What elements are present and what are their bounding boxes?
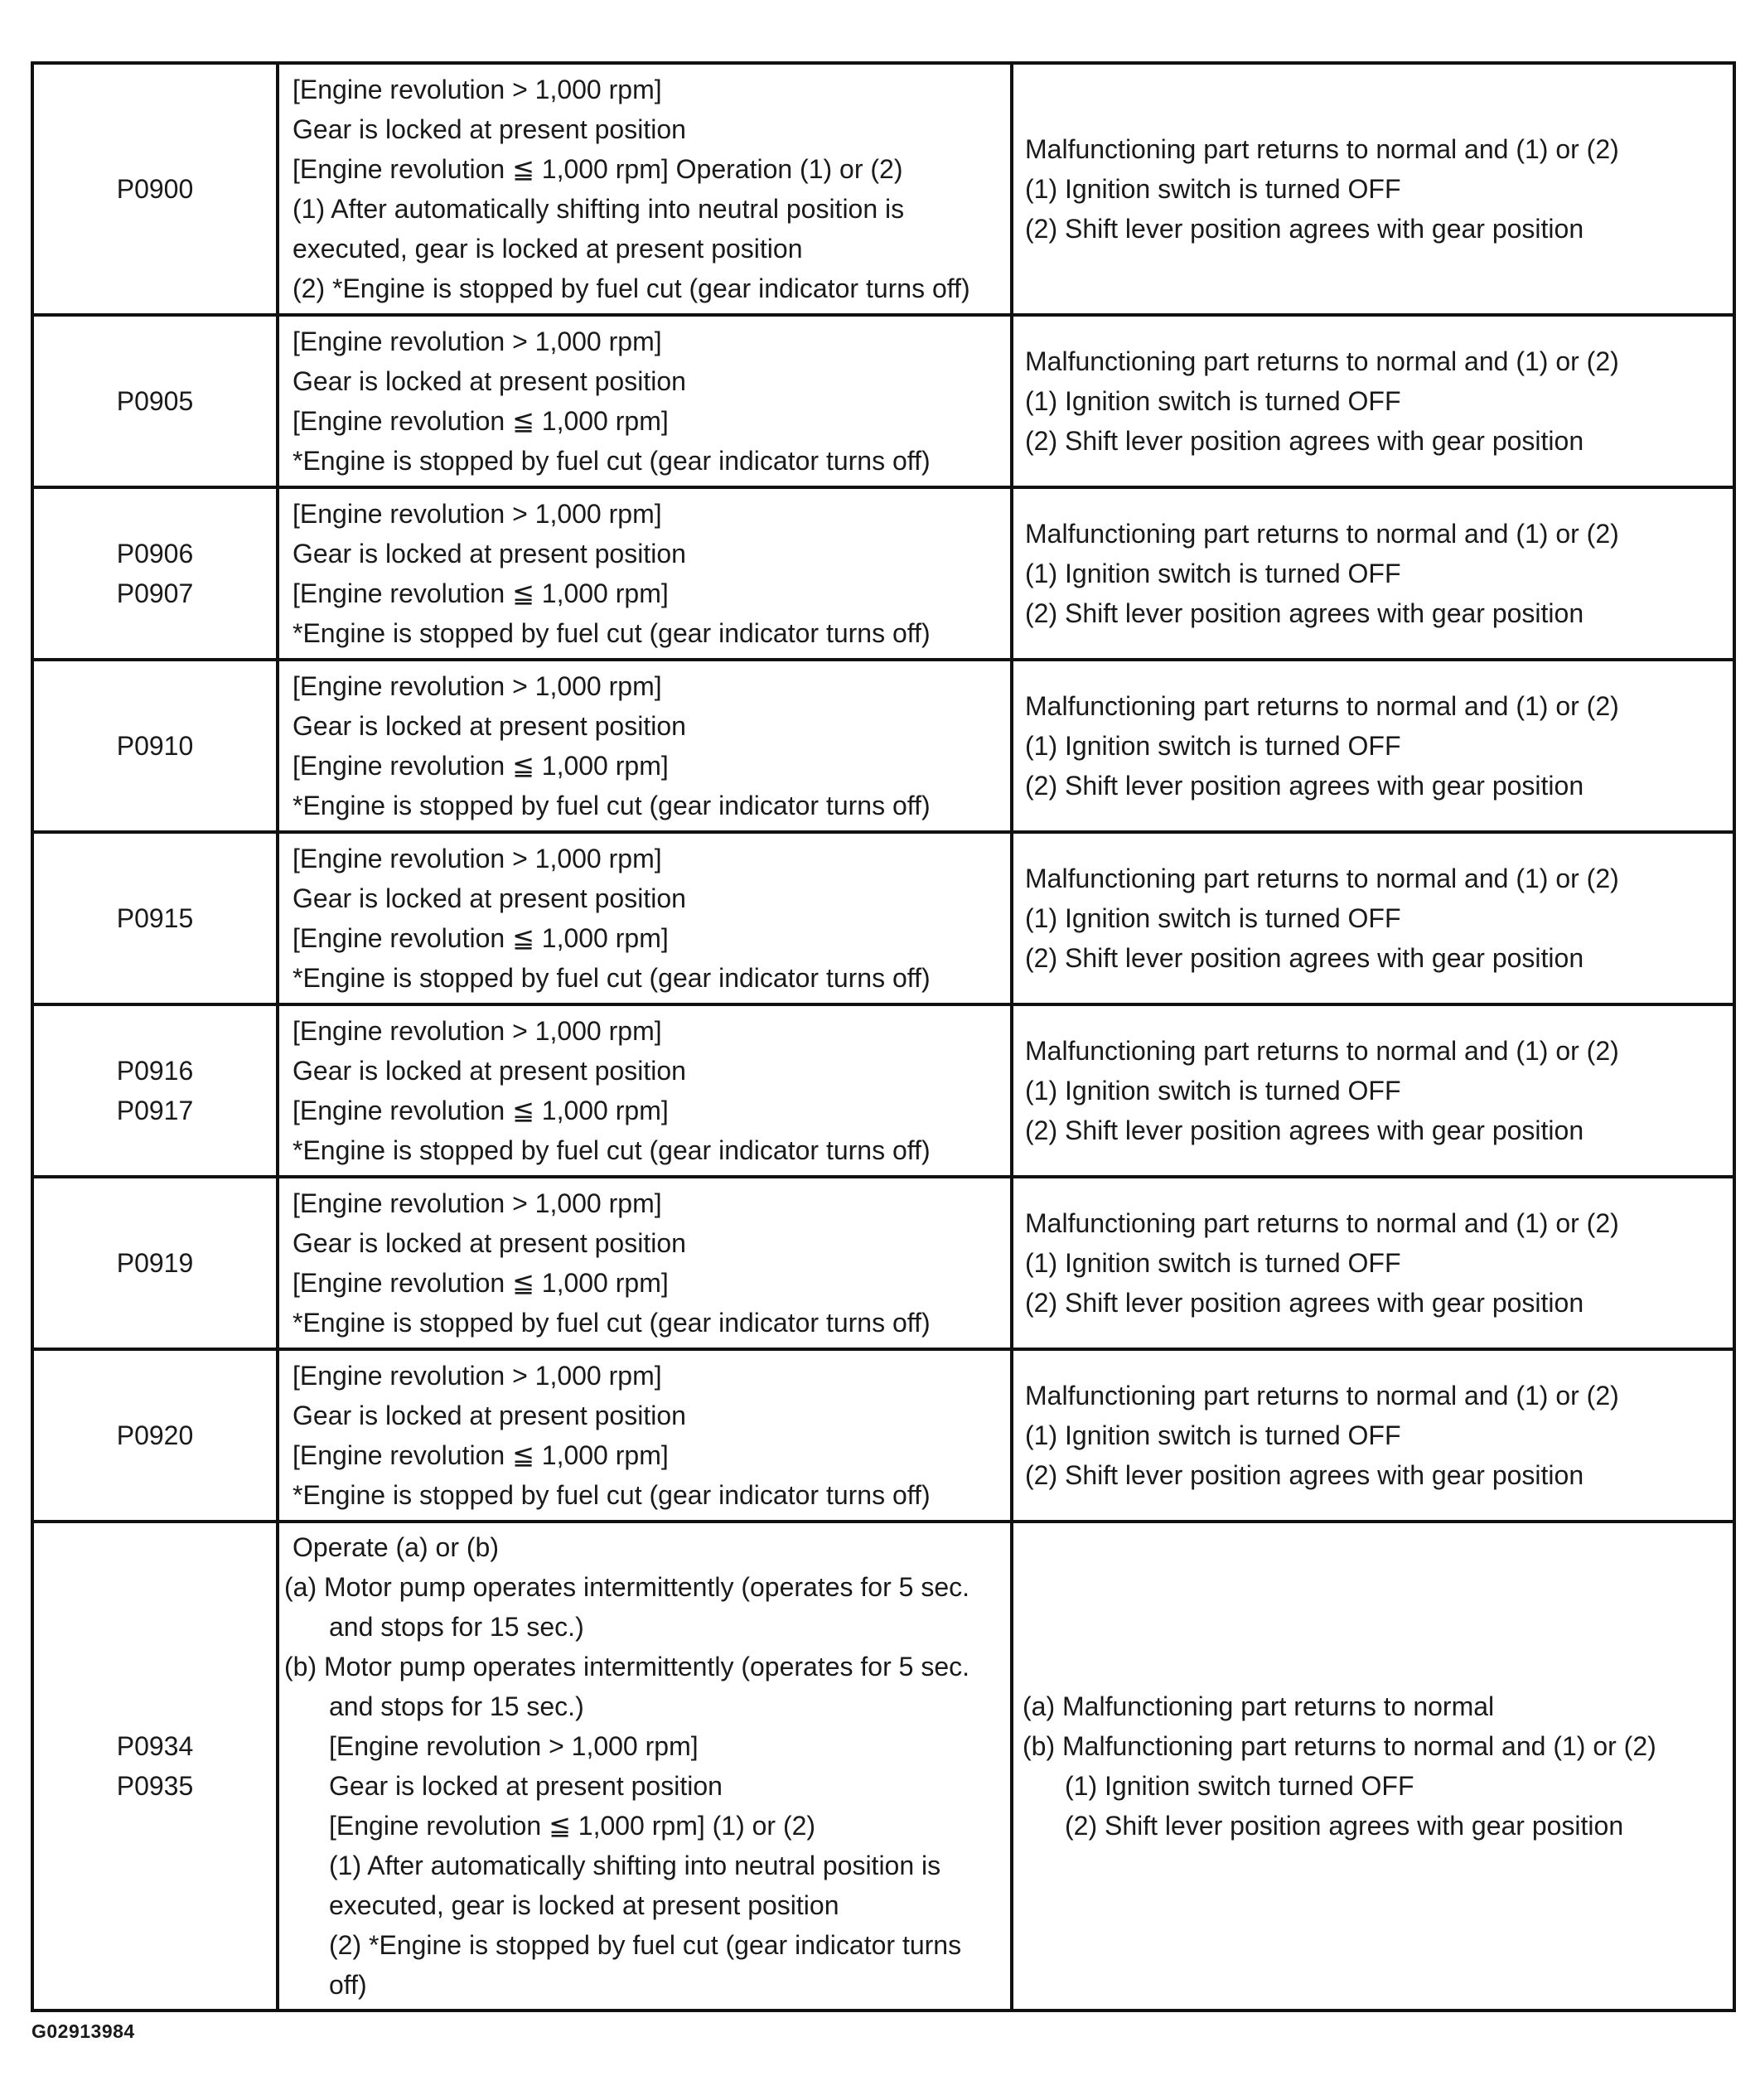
operation-line: Operate (a) or (b) xyxy=(293,1532,499,1562)
release-line: (2) Shift lever position agrees with gear position xyxy=(1025,598,1584,628)
operation-line: executed, gear is locked at present position xyxy=(329,1890,839,1920)
release-condition-cell xyxy=(1012,1522,1734,2010)
operation-line: [Engine revolution > 1,000 rpm] xyxy=(293,1188,662,1218)
dtc-code-cell xyxy=(32,315,278,487)
table-row xyxy=(32,1522,1734,2010)
release-line: (2) Shift lever position agrees with gear position xyxy=(1025,771,1584,801)
dtc-code: P0935 xyxy=(116,1771,194,1801)
operation-line: [Engine revolution ≦ 1,000 rpm] xyxy=(293,1268,669,1298)
fail-safe-operation-cell xyxy=(278,1349,1012,1522)
table-row xyxy=(32,1177,1734,1349)
operation-line: [Engine revolution ≦ 1,000 rpm] xyxy=(293,406,669,436)
operation-line: [Engine revolution ≦ 1,000 rpm] xyxy=(293,1096,669,1125)
operation-line: (2) *Engine is stopped by fuel cut (gear indicator turns xyxy=(329,1930,962,1960)
operation-line: [Engine revolution ≦ 1,000 rpm] (1) or (2) xyxy=(329,1811,816,1841)
operation-line: [Engine revolution ≦ 1,000 rpm] xyxy=(293,923,669,953)
release-condition-cell xyxy=(1012,832,1734,1004)
operation-line: [Engine revolution > 1,000 rpm] xyxy=(293,844,662,873)
operation-line: *Engine is stopped by fuel cut (gear indicator turns off) xyxy=(293,963,931,993)
dtc-fail-safe-table xyxy=(31,61,1736,2012)
dtc-code: P0916 xyxy=(116,1056,194,1086)
release-line: (1) Ignition switch is turned OFF xyxy=(1025,1248,1401,1278)
release-line: (1) Ignition switch is turned OFF xyxy=(1025,174,1401,204)
release-condition-cell xyxy=(1012,660,1734,832)
release-line: (1) Ignition switch turned OFF xyxy=(1065,1771,1414,1801)
release-line: Malfunctioning part returns to normal and (1) or (2) xyxy=(1025,1381,1619,1410)
release-line: (2) Shift lever position agrees with gear position xyxy=(1025,214,1584,244)
fail-safe-operation-cell xyxy=(278,1004,1012,1177)
table-row xyxy=(32,315,1734,487)
dtc-code: P0917 xyxy=(116,1096,194,1125)
fail-safe-operation-cell xyxy=(278,832,1012,1004)
figure-id: G02913984 xyxy=(31,2020,135,2042)
operation-line: *Engine is stopped by fuel cut (gear indicator turns off) xyxy=(293,791,931,820)
release-condition-cell xyxy=(1012,1349,1734,1522)
release-line: Malfunctioning part returns to normal and (1) or (2) xyxy=(1025,691,1619,721)
table-row xyxy=(32,487,1734,660)
dtc-code: P0906 xyxy=(116,539,194,569)
dtc-code-cell xyxy=(32,1004,278,1177)
table-row xyxy=(32,63,1734,315)
release-line: (2) Shift lever position agrees with gear position xyxy=(1065,1811,1624,1841)
table-row xyxy=(32,832,1734,1004)
release-line: (b) Malfunctioning part returns to normal and (1) or (2) xyxy=(1023,1731,1656,1761)
release-line: Malfunctioning part returns to normal and (1) or (2) xyxy=(1025,134,1619,164)
operation-line: [Engine revolution ≦ 1,000 rpm] xyxy=(293,751,669,781)
release-line: (2) Shift lever position agrees with gear position xyxy=(1025,1115,1584,1145)
fail-safe-operation-cell xyxy=(278,660,1012,832)
operation-line: (b) Motor pump operates intermittently (operates for 5 sec. xyxy=(284,1652,970,1681)
dtc-code: P0915 xyxy=(116,903,194,933)
fail-safe-operation-cell xyxy=(278,315,1012,487)
operation-line: *Engine is stopped by fuel cut (gear indicator turns off) xyxy=(293,1135,931,1165)
release-line: Malfunctioning part returns to normal and (1) or (2) xyxy=(1025,1036,1619,1066)
release-line: (1) Ignition switch is turned OFF xyxy=(1025,386,1401,416)
dtc-code-cell xyxy=(32,832,278,1004)
dtc-code-cell xyxy=(32,487,278,660)
dtc-code: P0910 xyxy=(116,731,194,761)
release-line: (1) Ignition switch is turned OFF xyxy=(1025,1420,1401,1450)
release-condition-cell xyxy=(1012,487,1734,660)
operation-line: [Engine revolution > 1,000 rpm] xyxy=(293,1016,662,1046)
release-line: (1) Ignition switch is turned OFF xyxy=(1025,559,1401,588)
release-line: (1) Ignition switch is turned OFF xyxy=(1025,731,1401,761)
table-row xyxy=(32,660,1734,832)
operation-line: *Engine is stopped by fuel cut (gear indicator turns off) xyxy=(293,618,931,648)
dtc-code: P0934 xyxy=(116,1731,194,1761)
operation-line: Gear is locked at present position xyxy=(329,1771,723,1801)
release-condition-cell xyxy=(1012,1004,1734,1177)
operation-line: Gear is locked at present position xyxy=(293,711,686,741)
operation-line: [Engine revolution ≦ 1,000 rpm] Operation (1) or (2) xyxy=(293,154,903,184)
operation-line: [Engine revolution > 1,000 rpm] xyxy=(293,327,662,356)
dtc-code: P0900 xyxy=(116,174,194,204)
operation-line: *Engine is stopped by fuel cut (gear indicator turns off) xyxy=(293,1308,931,1338)
dtc-code: P0919 xyxy=(116,1248,194,1278)
operation-line: *Engine is stopped by fuel cut (gear indicator turns off) xyxy=(293,446,931,476)
release-line: (2) Shift lever position agrees with gear position xyxy=(1025,1288,1584,1318)
operation-line: Gear is locked at present position xyxy=(293,114,686,144)
fail-safe-operation-cell xyxy=(278,487,1012,660)
release-line: Malfunctioning part returns to normal and (1) or (2) xyxy=(1025,519,1619,549)
table-row xyxy=(32,1349,1734,1522)
fail-safe-operation-cell xyxy=(278,63,1012,315)
dtc-code-cell xyxy=(32,1522,278,2010)
operation-line: [Engine revolution > 1,000 rpm] xyxy=(293,1361,662,1391)
fail-safe-operation-cell xyxy=(278,1177,1012,1349)
operation-line: Gear is locked at present position xyxy=(293,1228,686,1258)
operation-line: Gear is locked at present position xyxy=(293,883,686,913)
operation-line: [Engine revolution > 1,000 rpm] xyxy=(293,75,662,104)
operation-line: (2) *Engine is stopped by fuel cut (gear indicator turns off) xyxy=(293,273,970,303)
operation-line: [Engine revolution ≦ 1,000 rpm] xyxy=(293,578,669,608)
release-condition-cell xyxy=(1012,1177,1734,1349)
dtc-code-cell xyxy=(32,660,278,832)
operation-line: (1) After automatically shifting into neutral position is xyxy=(293,194,905,224)
fail-safe-operation-cell xyxy=(278,1522,1012,2010)
dtc-code: P0907 xyxy=(116,578,194,608)
dtc-code-cell xyxy=(32,1177,278,1349)
operation-line: Gear is locked at present position xyxy=(293,539,686,569)
dtc-code: P0920 xyxy=(116,1420,194,1450)
release-line: (2) Shift lever position agrees with gear position xyxy=(1025,426,1584,456)
operation-line: Gear is locked at present position xyxy=(293,366,686,396)
release-line: (a) Malfunctioning part returns to normal xyxy=(1023,1691,1495,1721)
dtc-code: P0905 xyxy=(116,386,194,416)
release-line: (1) Ignition switch is turned OFF xyxy=(1025,903,1401,933)
operation-line: [Engine revolution ≦ 1,000 rpm] xyxy=(293,1440,669,1470)
release-condition-cell xyxy=(1012,63,1734,315)
table-row xyxy=(32,1004,1734,1177)
dtc-code-cell xyxy=(32,63,278,315)
operation-line: off) xyxy=(329,1970,367,2000)
release-condition-cell xyxy=(1012,315,1734,487)
operation-line: [Engine revolution > 1,000 rpm] xyxy=(329,1731,699,1761)
operation-line: and stops for 15 sec.) xyxy=(329,1691,584,1721)
dtc-code-cell xyxy=(32,1349,278,1522)
operation-line: Gear is locked at present position xyxy=(293,1401,686,1430)
release-line: Malfunctioning part returns to normal and (1) or (2) xyxy=(1025,1208,1619,1238)
operation-line: and stops for 15 sec.) xyxy=(329,1612,584,1642)
operation-line: [Engine revolution > 1,000 rpm] xyxy=(293,499,662,529)
operation-line: [Engine revolution > 1,000 rpm] xyxy=(293,671,662,701)
operation-line: (1) After automatically shifting into neutral position is xyxy=(329,1851,941,1880)
operation-line: *Engine is stopped by fuel cut (gear indicator turns off) xyxy=(293,1480,931,1510)
operation-line: (a) Motor pump operates intermittently (operates for 5 sec. xyxy=(284,1572,970,1602)
operation-line: Gear is locked at present position xyxy=(293,1056,686,1086)
release-line: Malfunctioning part returns to normal and (1) or (2) xyxy=(1025,864,1619,893)
release-line: (1) Ignition switch is turned OFF xyxy=(1025,1076,1401,1106)
release-line: Malfunctioning part returns to normal and (1) or (2) xyxy=(1025,346,1619,376)
release-line: (2) Shift lever position agrees with gear position xyxy=(1025,1460,1584,1490)
operation-line: executed, gear is locked at present position xyxy=(293,234,803,264)
release-line: (2) Shift lever position agrees with gear position xyxy=(1025,943,1584,973)
